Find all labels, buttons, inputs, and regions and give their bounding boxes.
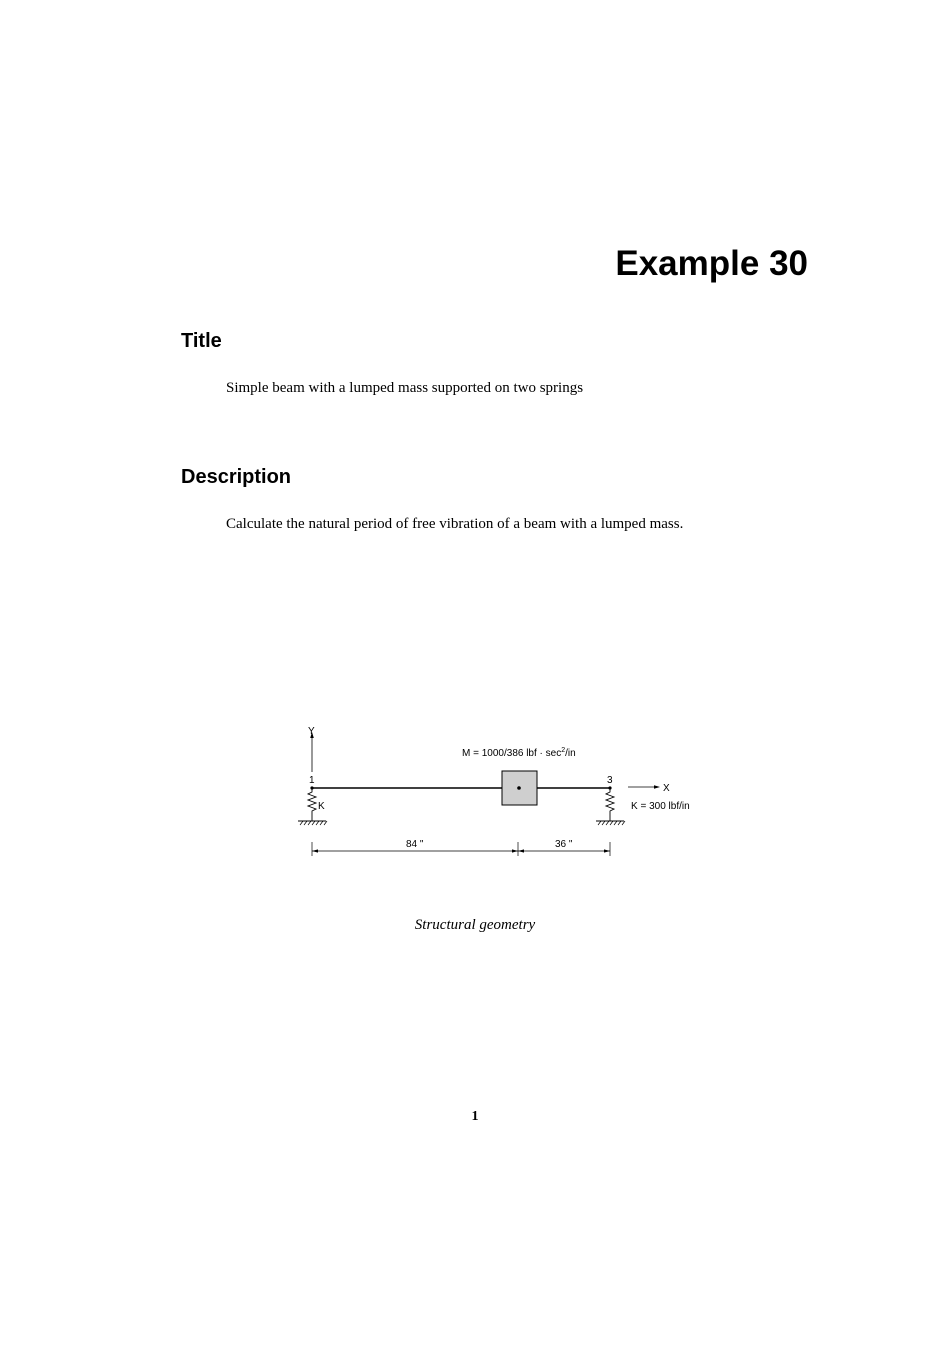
dimension-84-label: 84 " [406, 839, 424, 850]
x-axis-label: X [663, 783, 670, 794]
page-number: 1 [471, 1109, 479, 1124]
dim-arrow-left [312, 849, 318, 852]
example-title: Example 30 [615, 244, 808, 283]
spring-k-label: K [318, 801, 325, 812]
x-axis-arrowhead [654, 785, 660, 789]
left-spring [308, 788, 316, 815]
figure-caption: Structural geometry [414, 917, 536, 933]
description-section-heading: Description [181, 466, 292, 488]
node-2-point [517, 786, 521, 790]
right-spring [606, 788, 614, 815]
description-section-text: Calculate the natural period of free vibration of a beam with a lumped mass. [226, 516, 684, 532]
stiffness-label: K = 300 lbf/in [631, 801, 690, 812]
node-3-label: 3 [607, 775, 613, 786]
mass-label: M = 1000/386 lbf · $\sec^2/in$ [462, 747, 576, 759]
right-support-hatch [598, 821, 625, 825]
title-section-heading: Title [181, 330, 222, 352]
title-section-text: Simple beam with a lumped mass supported on two springs [226, 380, 584, 396]
node-1-label: 1 [309, 775, 315, 786]
left-support-hatch [300, 821, 327, 825]
structural-geometry-figure [290, 720, 710, 865]
y-axis-label: Y [308, 726, 315, 737]
dim-arrow-right [604, 849, 610, 852]
dimension-36-label: 36 " [555, 839, 573, 850]
dim-arrow-middle-left [512, 849, 518, 852]
dim-arrow-middle-right [518, 849, 524, 852]
